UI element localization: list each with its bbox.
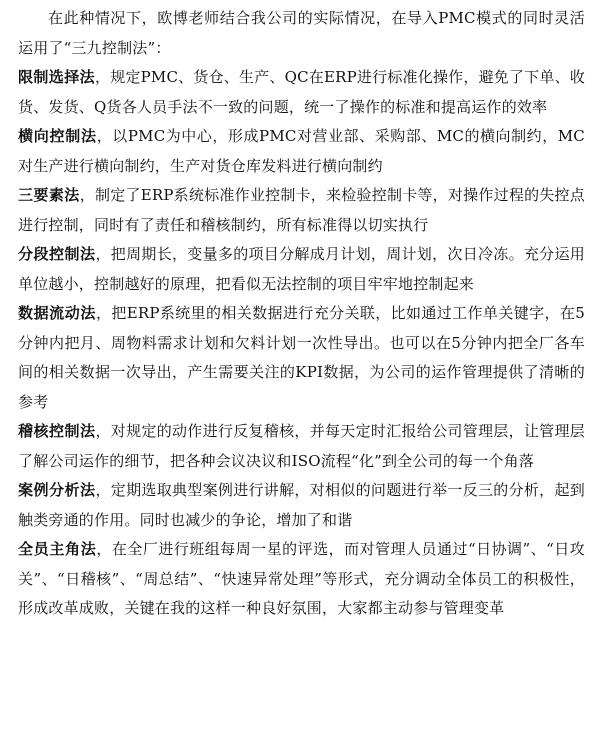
method-paragraph-all-staff-protagonist	[18, 535, 585, 624]
method-term: 限制选择法	[18, 68, 96, 86]
method-text: ，对规定的动作进行反复稽核，并每天定时汇报给公司管理层，让管理层了解公司运作的细节，把各种会议决议和ISO流程“化”到全公司的每一个角落	[18, 422, 585, 470]
method-term: 三要素法	[18, 186, 80, 204]
method-paragraph-horizontal-control	[18, 122, 585, 181]
method-text: ，制定了ERP系统标准作业控制卡，来检验控制卡等，对操作过程的失控点进行控制，同时有了责任和稽核制约，所有标准得以切实执行	[18, 186, 585, 234]
method-term: 全员主角法	[18, 540, 97, 558]
method-text: ，以PMC为中心，形成PMC对营业部、采购部、MC的横向制约，MC对生产进行横向制约，生产对货仓库发料进行横向制约	[18, 127, 585, 175]
method-paragraph-audit-control	[18, 417, 585, 476]
method-term: 稽核控制法	[18, 422, 96, 440]
method-paragraph-case-analysis	[18, 476, 585, 535]
method-text: ，把周期长，变量多的项目分解成月计划，周计划，次日冷冻。充分运用单位越小，控制越好的原理，把看似无法控制的项目牢牢地控制起来	[18, 245, 585, 293]
method-term: 分段控制法	[18, 245, 96, 263]
method-term: 横向控制法	[18, 127, 97, 145]
method-text: ，在全厂进行班组每周一星的评选，而对管理人员通过“日协调”、“日攻关”、“日稽核”、“周总结”、“快速异常处理”等形式，充分调动全体员工的积极性，形成改革成败，关键在我的这样一种良好氛围，大家都主动参与管理变革	[18, 540, 585, 617]
method-paragraph-three-elements	[18, 181, 585, 240]
method-text: ，规定PMC、货仓、生产、QC在ERP进行标准化操作，避免了下单、收货、发货、Q货各人员手法不一致的问题，统一了操作的标准和提高运作的效率	[18, 68, 585, 116]
method-term: 案例分析法	[18, 481, 96, 499]
method-text: ，定期选取典型案例进行讲解，对相似的问题进行举一反三的分析，起到触类旁通的作用。同时也减少的争论，增加了和谐	[18, 481, 585, 529]
method-paragraph-segmented-control	[18, 240, 585, 299]
intro-paragraph: 在此种情况下，欧博老师结合我公司的实际情况，在导入PMC模式的同时灵活运用了“三九控制法”：	[18, 9, 585, 57]
method-paragraph-restrict-choice	[18, 63, 585, 122]
method-text: ，把ERP系统里的相关数据进行充分关联，比如通过工作单关键字，在5分钟内把月、周物料需求计划和欠料计划一次性导出。也可以在5分钟内把全厂各车间的相关数据一次导出，产生需要关注的KPI数据，为公司的运作管理提供了清晰的参考	[18, 304, 585, 411]
method-term: 数据流动法	[18, 304, 96, 322]
method-paragraph-data-flow	[18, 299, 585, 417]
